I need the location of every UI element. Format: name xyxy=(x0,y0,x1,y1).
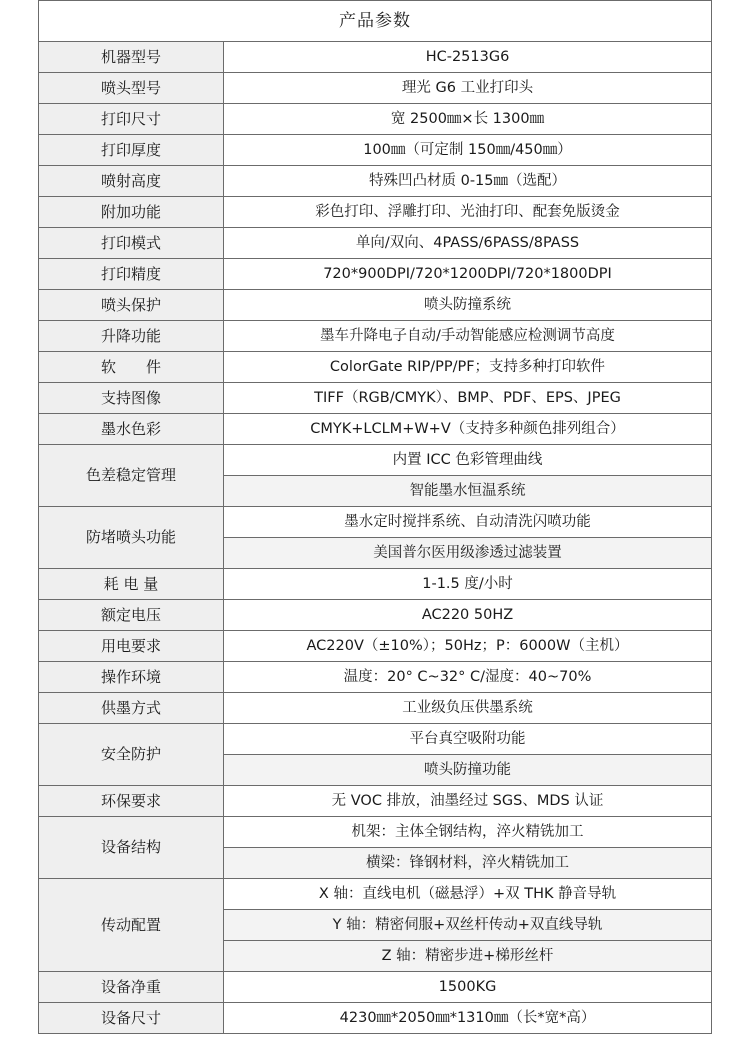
param-label: 设备净重 xyxy=(39,972,224,1003)
table-row xyxy=(39,197,712,228)
param-label: 传动配置 xyxy=(39,879,224,972)
param-label: 环保要求 xyxy=(39,786,224,817)
param-label: 额定电压 xyxy=(39,600,224,631)
param-label: 附加功能 xyxy=(39,197,224,228)
table-row xyxy=(39,42,712,73)
param-value: Y 轴：精密伺服+双丝杆传动+双直线导轨 xyxy=(224,910,712,941)
param-value: 宽 2500㎜×长 1300㎜ xyxy=(224,104,712,135)
table-row xyxy=(39,383,712,414)
param-label: 打印厚度 xyxy=(39,135,224,166)
param-label: 色差稳定管理 xyxy=(39,445,224,507)
param-label: 打印精度 xyxy=(39,259,224,290)
param-value: HC-2513G6 xyxy=(224,42,712,73)
param-value: 彩色打印、浮雕打印、光油打印、配套免版烫金 xyxy=(224,197,712,228)
param-value: 喷头防撞功能 xyxy=(224,755,712,786)
param-label: 打印尺寸 xyxy=(39,104,224,135)
param-value: AC220V（±10%）；50Hz；P：6000W（主机） xyxy=(224,631,712,662)
param-label: 操作环境 xyxy=(39,662,224,693)
param-value: Z 轴：精密步进+梯形丝杆 xyxy=(224,941,712,972)
param-label: 喷头保护 xyxy=(39,290,224,321)
param-value: 喷头防撞系统 xyxy=(224,290,712,321)
table-row xyxy=(39,104,712,135)
param-value: 1500KG xyxy=(224,972,712,1003)
table-row xyxy=(39,600,712,631)
table-row xyxy=(39,228,712,259)
param-value: 4230㎜*2050㎜*1310㎜（长*宽*高） xyxy=(224,1003,712,1034)
param-value: 智能墨水恒温系统 xyxy=(224,476,712,507)
param-value: 工业级负压供墨系统 xyxy=(224,693,712,724)
title-row xyxy=(39,1,712,42)
param-value: X 轴：直线电机（磁悬浮）+双 THK 静音导轨 xyxy=(224,879,712,910)
param-value: 1-1.5 度/小时 xyxy=(224,569,712,600)
table-row xyxy=(39,135,712,166)
spec-table xyxy=(38,0,712,1034)
param-label: 安全防护 xyxy=(39,724,224,786)
param-label: 喷射高度 xyxy=(39,166,224,197)
spec-sheet xyxy=(38,0,711,1034)
param-value: 无 VOC 排放，油墨经过 SGS、MDS 认证 xyxy=(224,786,712,817)
param-label: 支持图像 xyxy=(39,383,224,414)
param-label: 设备结构 xyxy=(39,817,224,879)
table-row xyxy=(39,662,712,693)
table-row xyxy=(39,166,712,197)
param-value: 理光 G6 工业打印头 xyxy=(224,73,712,104)
table-row xyxy=(39,631,712,662)
param-value: 温度：20° C~32° C/湿度：40~70% xyxy=(224,662,712,693)
param-label: 软 件 xyxy=(39,352,224,383)
param-label: 设备尺寸 xyxy=(39,1003,224,1034)
table-row xyxy=(39,972,712,1003)
table-row xyxy=(39,445,712,476)
table-row xyxy=(39,569,712,600)
param-label: 用电要求 xyxy=(39,631,224,662)
param-value: CMYK+LCLM+W+V（支持多种颜色排列组合） xyxy=(224,414,712,445)
param-value: 机架：主体全钢结构，淬火精铣加工 xyxy=(224,817,712,848)
table-row xyxy=(39,259,712,290)
table-row xyxy=(39,321,712,352)
param-label: 机器型号 xyxy=(39,42,224,73)
table-row xyxy=(39,1003,712,1034)
param-label: 墨水色彩 xyxy=(39,414,224,445)
param-value: TIFF（RGB/CMYK）、BMP、PDF、EPS、JPEG xyxy=(224,383,712,414)
param-value: 横梁：锋钢材料，淬火精铣加工 xyxy=(224,848,712,879)
table-row xyxy=(39,73,712,104)
param-value: 720*900DPI/720*1200DPI/720*1800DPI xyxy=(224,259,712,290)
table-row xyxy=(39,879,712,910)
param-value: 墨车升降电子自动/手动智能感应检测调节高度 xyxy=(224,321,712,352)
table-row xyxy=(39,290,712,321)
table-title: 产品参数 xyxy=(39,1,712,42)
param-value: 墨水定时搅拌系统、自动清洗闪喷功能 xyxy=(224,507,712,538)
param-value: 单向/双向、4PASS/6PASS/8PASS xyxy=(224,228,712,259)
param-label: 防堵喷头功能 xyxy=(39,507,224,569)
param-label: 喷头型号 xyxy=(39,73,224,104)
table-row xyxy=(39,817,712,848)
param-value: 美国普尔医用级渗透过滤装置 xyxy=(224,538,712,569)
table-row xyxy=(39,786,712,817)
param-value: 100㎜（可定制 150㎜/450㎜） xyxy=(224,135,712,166)
param-value: 内置 ICC 色彩管理曲线 xyxy=(224,445,712,476)
param-label: 打印模式 xyxy=(39,228,224,259)
table-row xyxy=(39,352,712,383)
param-value: ColorGate RIP/PP/PF；支持多种打印软件 xyxy=(224,352,712,383)
table-row xyxy=(39,724,712,755)
table-row xyxy=(39,507,712,538)
table-row xyxy=(39,414,712,445)
param-label: 供墨方式 xyxy=(39,693,224,724)
param-label: 升降功能 xyxy=(39,321,224,352)
param-label: 耗 电 量 xyxy=(39,569,224,600)
param-value: 特殊凹凸材质 0-15㎜（选配） xyxy=(224,166,712,197)
table-row xyxy=(39,693,712,724)
param-value: AC220 50HZ xyxy=(224,600,712,631)
param-value: 平台真空吸附功能 xyxy=(224,724,712,755)
